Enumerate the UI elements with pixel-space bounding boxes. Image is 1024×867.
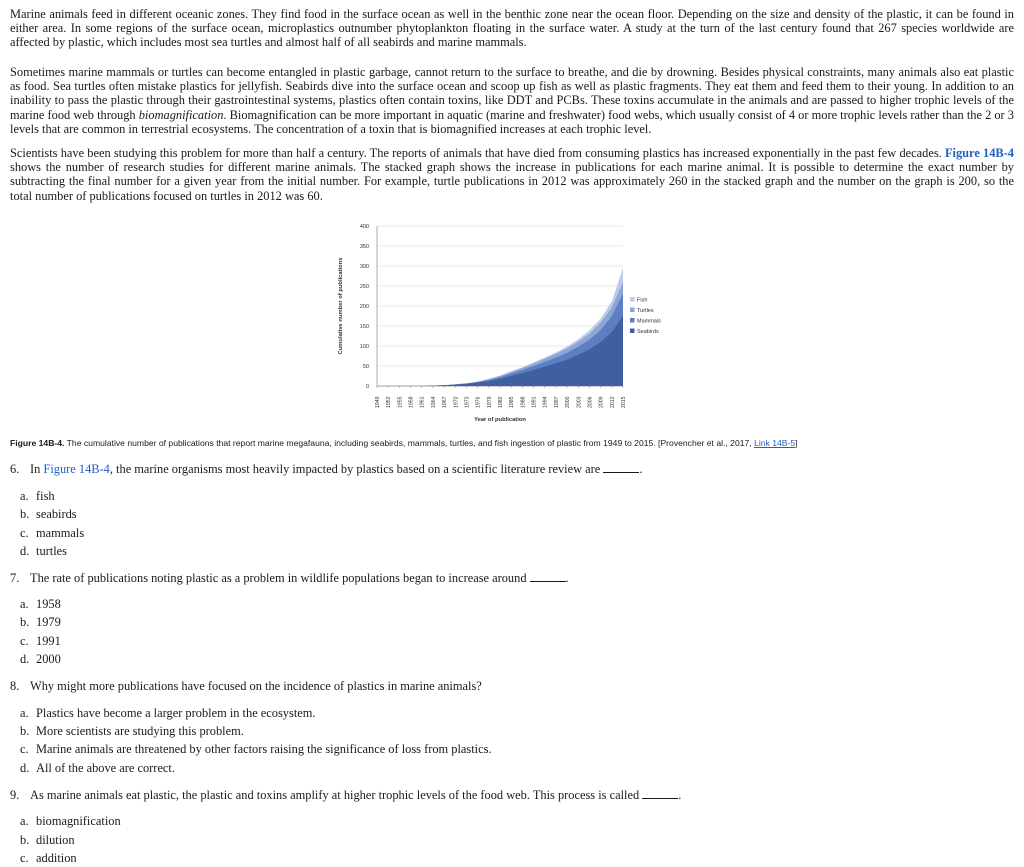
option-letter: a. <box>20 489 29 503</box>
question-8 <box>10 679 1014 693</box>
y-tick-label: 0 <box>365 384 369 390</box>
option-text: turtles <box>36 544 67 558</box>
paragraph-research-history <box>10 146 1014 203</box>
option-letter: a. <box>20 706 29 720</box>
x-tick-label: 1970 <box>453 396 460 408</box>
x-tick-label: 2012 <box>609 396 616 408</box>
legend-swatch-seabirds <box>630 329 635 334</box>
y-tick-label: 200 <box>359 304 369 310</box>
paragraph-text: Scientists have been studying this problem for more than half a century. The reports of animals that have died from consuming plastics has increased exponentially in the past few decades. <box>10 146 945 160</box>
question-number: 8. <box>10 679 20 693</box>
question-text: Why might more publications have focused on the incidence of plastics in marine animals? <box>30 679 482 693</box>
answer-blank <box>603 462 639 473</box>
x-tick-label: 1985 <box>509 396 516 408</box>
stacked-area-chart <box>330 214 700 436</box>
question-text: In <box>30 462 44 476</box>
option <box>20 742 492 756</box>
option-text: mammals <box>36 526 85 540</box>
x-tick-label: 2015 <box>621 396 627 408</box>
question-6 <box>10 462 1014 476</box>
question-text: As marine animals eat plastic, the plastic and toxins amplify at higher trophic levels of the food web. This process is called <box>30 788 640 802</box>
y-tick-label: 100 <box>359 344 369 350</box>
option <box>20 724 244 738</box>
option <box>20 706 316 720</box>
x-tick-label: 1955 <box>397 396 404 408</box>
y-tick-label: 300 <box>359 264 369 270</box>
option-letter: b. <box>20 724 30 738</box>
legend-swatch-fish <box>630 297 635 302</box>
option-letter: c. <box>20 526 29 540</box>
question-text: The rate of publications noting plastic as a problem in wildlife populations began to increase around <box>30 571 527 585</box>
y-tick-label: 400 <box>359 224 369 230</box>
figure-link[interactable]: Figure 14B-4 <box>944 146 1014 160</box>
x-tick-label: 1973 <box>464 396 471 408</box>
option-letter: c. <box>20 851 29 865</box>
option-letter: a. <box>20 814 29 828</box>
question-text: , the marine organisms most heavily impacted by plastics based on a scientific literature review are <box>109 462 601 476</box>
option-text: 1958 <box>36 597 61 611</box>
legend-label-mammals: Mammals <box>637 318 661 325</box>
question-number: 7. <box>10 571 20 585</box>
figure-caption <box>10 438 1014 449</box>
question-stem: 9. As marine animals eat plastic, the plastic and toxins amplify at higher trophic levels of the food web. This process is called . <box>10 788 682 802</box>
option-text: fish <box>36 489 55 503</box>
option-letter: d. <box>20 652 30 666</box>
x-tick-label: 1961 <box>419 396 426 408</box>
option <box>20 851 77 865</box>
paragraph-text: Sometimes marine mammals or turtles can become entangled in plastic garbage, cannot return to the surface to breathe, and die by drowning. Besides physical constraints, many animals also eat plastic as food. Sea turtles often mistake plastics for jellyfish. Seabirds dive into the surface ocean and scoop up fish as well as plastic fragments. They eat them and feed them to their young. In addition to an inability to pass the plastic through their gastrointestinal systems, plastics often contain toxins, like DDT and PCBs. These toxins accumulate in the animals and are passed to higher trophic levels of the marine food web through <box>10 65 1014 122</box>
x-tick-label: 2003 <box>576 396 583 408</box>
x-tick-label: 1991 <box>531 396 538 408</box>
option-text: 1979 <box>36 615 61 629</box>
caption-end: ] <box>795 438 798 448</box>
caption-text: The cumulative number of publications that report marine megafauna, including seabirds, mammals, turtles, and fish ingestion of plastic from 1949 to 2015. [Provencher et al., 2017, <box>64 438 755 448</box>
option <box>20 634 61 648</box>
option <box>20 814 121 828</box>
x-tick-label: 2009 <box>598 396 605 408</box>
x-tick-label: 1976 <box>475 396 482 408</box>
option-text: 1991 <box>36 634 61 648</box>
x-tick-label: 1979 <box>486 396 493 408</box>
question-number: 9. <box>10 788 20 802</box>
legend-swatch-mammals <box>630 318 635 323</box>
question-stem: 7. The rate of publications noting plastic as a problem in wildlife populations began to increase around . <box>10 571 569 585</box>
option-text: Marine animals are threatened by other factors raising the significance of loss from plastics. <box>36 742 492 756</box>
option-letter: c. <box>20 634 29 648</box>
figure-link[interactable]: Figure 14B-4 <box>43 462 110 476</box>
option-letter: b. <box>20 507 30 521</box>
y-tick-label: 350 <box>359 244 369 250</box>
paragraph-feeding-zones: Marine animals feed in different oceanic zones. They find food in the surface ocean as well in the benthic zone near the ocean floor. Depending on the size and density of the plastic, it can be found in either area. In some regions of the surface ocean, microplastics outnumber phytoplankton floating in the surface water. A study at the turn of the last century found that 267 species worldwide are affected by plastic, which includes most sea turtles and almost half of all seabirds and marine mammals. <box>10 7 1014 50</box>
option <box>20 526 84 540</box>
x-tick-label: 1988 <box>520 396 527 408</box>
option-letter: d. <box>20 544 30 558</box>
option-text: biomagnification <box>36 814 121 828</box>
x-tick-label: 2006 <box>587 396 594 408</box>
paragraph-entanglement <box>10 65 1014 136</box>
option <box>20 652 61 666</box>
caption-label: Figure 14B-4. <box>10 438 65 448</box>
question-7 <box>10 571 1014 585</box>
x-tick-label: 1958 <box>408 396 415 408</box>
option <box>20 833 75 847</box>
x-tick-label: 1994 <box>542 396 549 408</box>
x-tick-label: 1997 <box>553 396 560 408</box>
option-text: seabirds <box>36 507 77 521</box>
option-text: addition <box>36 851 77 865</box>
option <box>20 489 55 503</box>
option <box>20 761 175 775</box>
figure-chart <box>330 214 700 436</box>
x-tick-label: 1964 <box>430 396 437 408</box>
question-stem: 6. In Figure 14B-4, the marine organisms most heavily impacted by plastics based on a scientific literature review are . <box>10 462 643 476</box>
caption-link[interactable]: Link 14B-5 <box>754 438 796 448</box>
x-axis-title: Year of publication <box>474 417 526 423</box>
legend-label-turtles: Turtles <box>637 308 654 314</box>
option-text: Plastics have become a larger problem in the ecosystem. <box>36 706 316 720</box>
option <box>20 544 67 558</box>
option <box>20 597 61 611</box>
option <box>20 507 77 521</box>
legend-swatch-turtles <box>630 308 635 313</box>
option-letter: d. <box>20 761 30 775</box>
x-tick-label: 2000 <box>565 396 572 408</box>
answer-blank <box>642 788 678 799</box>
x-tick-label: 1982 <box>498 396 504 408</box>
option-text: 2000 <box>36 652 61 666</box>
x-tick-label: 1952 <box>386 396 393 408</box>
legend-label-fish: Fish <box>637 297 648 304</box>
option-letter: b. <box>20 615 30 629</box>
y-tick-label: 50 <box>362 364 369 370</box>
option-text: dilution <box>36 833 75 847</box>
y-tick-label: 150 <box>359 324 369 330</box>
area-seabirds <box>377 316 623 386</box>
option-text: All of the above are correct. <box>36 761 175 775</box>
question-9 <box>10 788 1014 802</box>
option-letter: c. <box>20 742 29 756</box>
paragraph-text: . Biomagnification can be more important in aquatic (marine and freshwater) food webs, which usually consist of 4 or more trophic levels rather than the 2 or 3 levels that are common in terrestrial ecosystems. The concentration of a toxin that is biomagnified increases at each trophic level. <box>10 107 1014 136</box>
x-tick-label: 1949 <box>375 396 381 408</box>
y-tick-label: 250 <box>359 284 369 290</box>
option <box>20 615 61 629</box>
option-letter: b. <box>20 833 30 847</box>
option-text: More scientists are studying this problem. <box>36 724 244 738</box>
paragraph-text: shows the number of research studies for different marine animals. The stacked graph shows the increase in publications for each marine animal. It is possible to determine the exact number by subtracting the final number for a given year from the initial number. For example, turtle publications in 2012 was approximately 260 in the stacked graph and the number on the graph is 200, so the total number of publications focused on turtles in 2012 was 60. <box>10 160 1014 203</box>
option-letter: a. <box>20 597 29 611</box>
term-biomagnification: biomagnification <box>138 107 224 122</box>
question-stem <box>10 679 1014 693</box>
x-tick-label: 1967 <box>442 396 449 408</box>
question-number: 6. <box>10 462 20 476</box>
y-axis-title: Cumulative number of publications <box>338 257 344 355</box>
legend-label-seabirds: Seabirds <box>637 329 659 335</box>
answer-blank <box>530 571 566 582</box>
